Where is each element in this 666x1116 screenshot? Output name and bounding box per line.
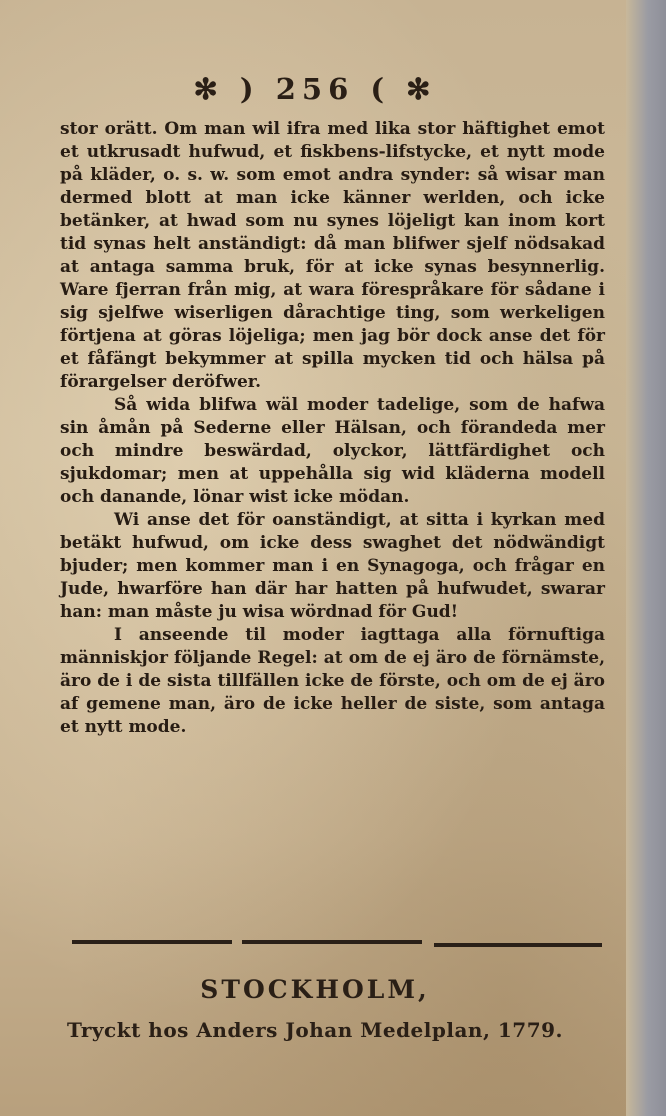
page-header: ✻ ) 256 ( ✻ — [193, 72, 437, 106]
paragraph-3: Wi anse det för oanständigt, at sitta i kyrkan med betäkt hufwud, om icke dess swaghet det nödwändigt bjuder; men kommer man i en Synagoga, och frågar en Jude, hwarföre han där har hatten på hufwudet, swarar han: man måste ju wisa wördnad för Gud! — [60, 510, 605, 622]
paragraph-4: I anseende til moder iagttaga alla förnuftiga människjor följande Regel: at om de ej äro de förnämste, äro de i de sista tillfällen icke de förste, och om de ej äro af gemene man, äro de icke heller de siste, som antaga et nytt mode. — [60, 625, 605, 737]
page-edge — [626, 0, 666, 1116]
paragraph-2: Så wida blifwa wäl moder tadelige, som de hafwa sin åmån på Sederne eller Hälsan, och förandeda mer och mindre beswärdad, olyckor, lättfärdighet och sjukdomar; men at uppehålla sig wid kläderna modell och danande, lönar wist icke mödan. — [60, 395, 605, 507]
rule-middle — [242, 940, 422, 944]
imprint-line: Tryckt hos Anders Johan Medelplan, 1779. — [66, 1018, 564, 1042]
paragraph-1: stor orätt. Om man wil ifra med lika stor häftighet emot et utkrusadt hufwud, et fiskbens-lifstycke, et nytt mode på kläder, o. s. w. som emot andra synder: så wisar man dermed blott at man icke känner werlden, och icke betänker, at hwad som nu synes löjeligt kan inom kort tid synas helt anständigt: då man blifwer sjelf nödsakad at antaga samma bruk, för at icke synas besynnerlig. Ware fjerran från mig, at wara förespråkare för sådane i sig sjelfwe wiserligen dårachtige ting, som werkeligen förtjena at göras löjeliga; men jag bör dock anse det för et fåfängt bekymmer at spilla mycken tid och hälsa på förargelser deröfwer. — [60, 119, 605, 392]
imprint-city: STOCKHOLM, — [200, 975, 430, 1004]
rule-right — [434, 943, 602, 947]
rule-left — [72, 940, 232, 944]
page-body — [60, 118, 605, 739]
separator-rules — [72, 940, 602, 948]
